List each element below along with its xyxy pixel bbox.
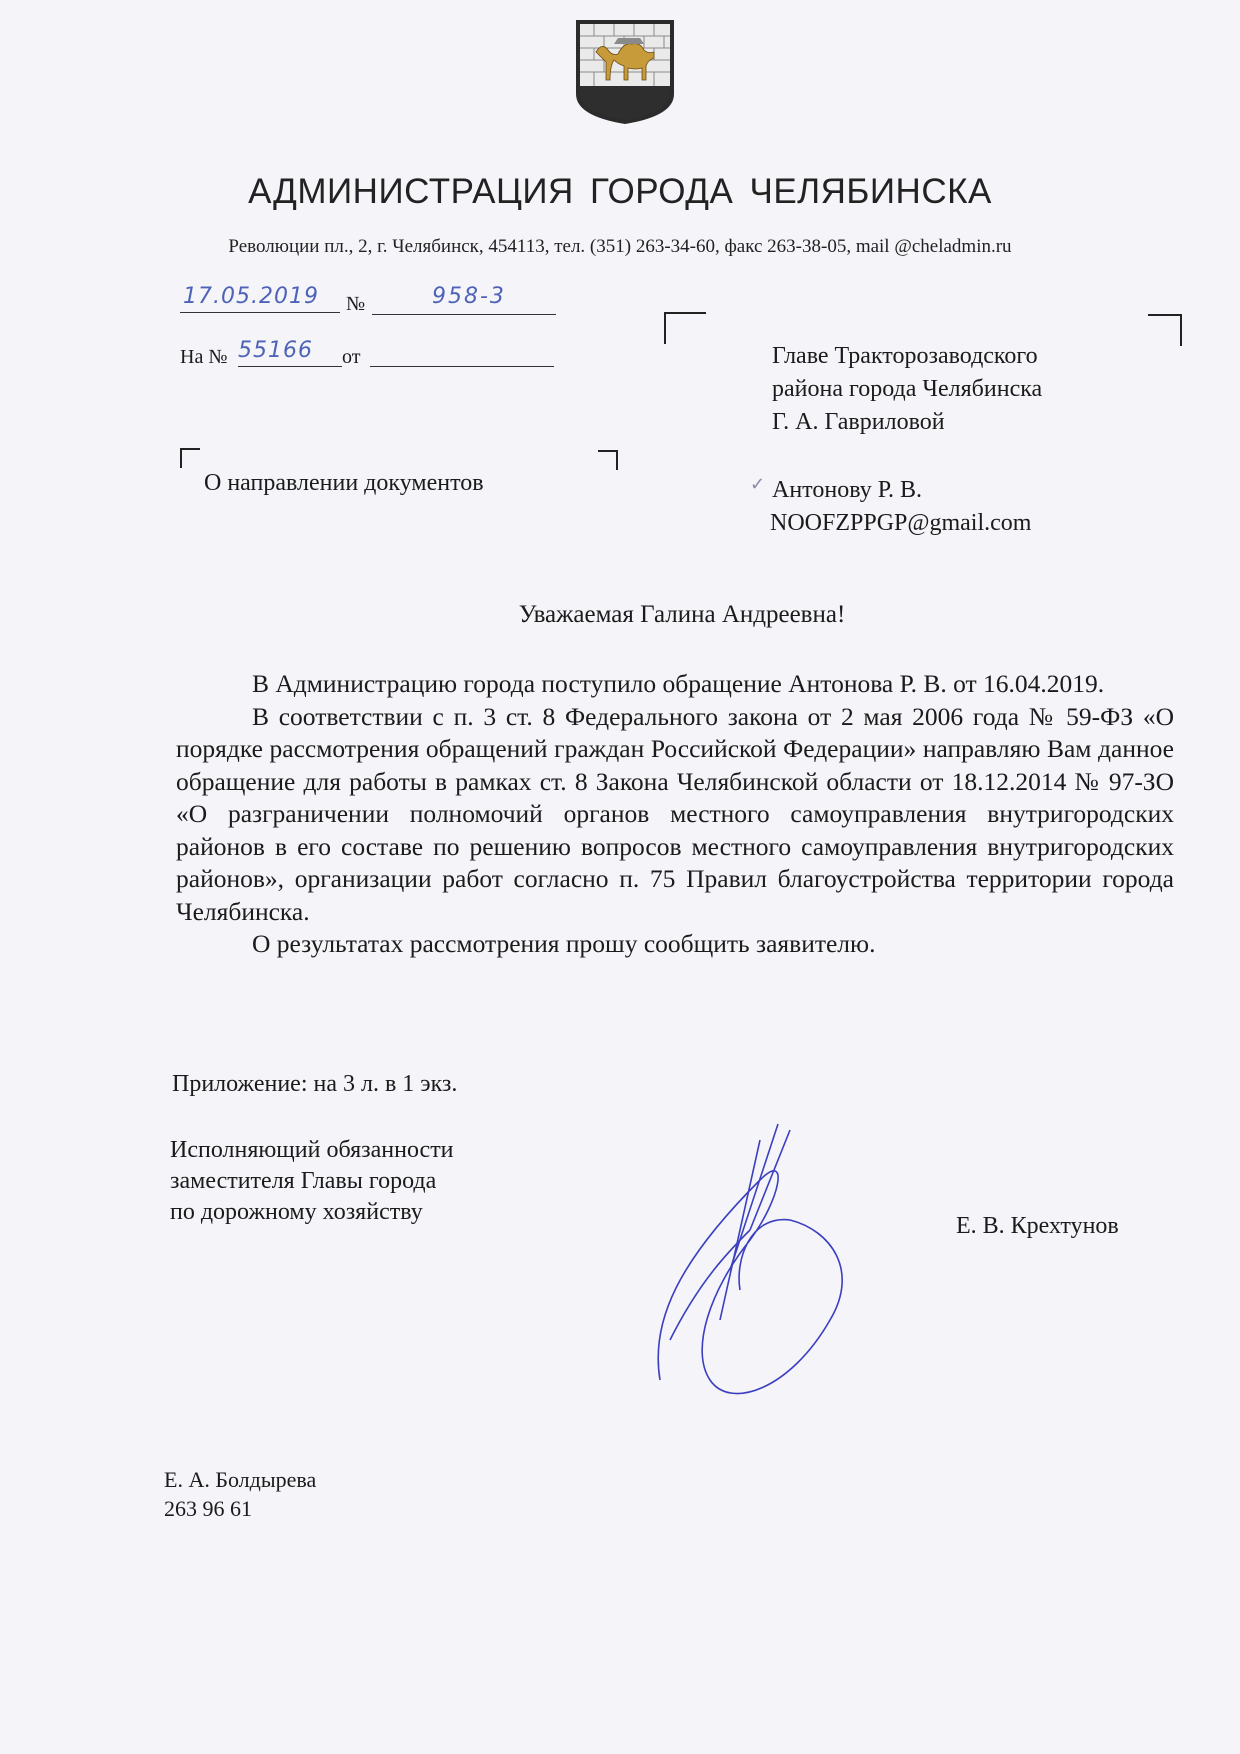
body-paragraph-2: В соответствии с п. 3 ст. 8 Федерального закона от 2 мая 2006 года № 59-ФЗ «О порядке рассмотрения обращений граждан Российской Федерации» направляю Вам данное обращение для работы в рамках ст. 8 Закона Челябинской области от 18.12.2014 № 97-ЗО «О разграничении полномочий органов местного самоуправления внутригородских районов в его составе по решению вопросов местного самоуправления внутригородских районов», организации работ согласно п. 75 Правил благоустройства территории города Челябинска. bbox=[176, 701, 1174, 926]
recipient-line-3: Г. А. Гавриловой bbox=[772, 409, 945, 435]
ref-number-underline bbox=[238, 366, 342, 367]
recipient-bracket-right bbox=[1148, 314, 1182, 346]
recipient-bracket-left bbox=[664, 312, 706, 344]
subject-bracket-left bbox=[180, 448, 200, 468]
letter-body bbox=[176, 668, 1174, 961]
organization-name: АДМИНИСТРАЦИЯ ГОРОДА ЧЕЛЯБИНСКА bbox=[248, 172, 992, 211]
number-handwritten: 958-3 bbox=[432, 284, 506, 309]
number-label: № bbox=[346, 293, 366, 315]
date-handwritten: 17.05.2019 bbox=[183, 284, 319, 309]
signature-mark bbox=[640, 1120, 880, 1400]
number-underline bbox=[372, 314, 556, 315]
recipient-line-2: района города Челябинска bbox=[772, 376, 1043, 402]
ref-number-handwritten: 55166 bbox=[238, 338, 313, 363]
subject-line: О направлении документов bbox=[204, 470, 484, 496]
recipient-line-1: Главе Тракторозаводского bbox=[772, 343, 1038, 369]
signatory-name: Е. В. Крехтунов bbox=[956, 1213, 1119, 1239]
ref-from-underline bbox=[370, 366, 554, 367]
signatory-title-1: Исполняющий обязанности bbox=[170, 1137, 454, 1163]
cc-recipient-email: NOOFZPPGP@gmail.com bbox=[770, 510, 1032, 536]
checkmark-icon: ✓ bbox=[750, 474, 766, 494]
subject-bracket-right bbox=[598, 450, 618, 470]
organization-address: Революции пл., 2, г. Челябинск, 454113, тел. (351) 263-34-60, факс 263-38-05, mail @cheladmin.ru bbox=[228, 236, 1012, 257]
ref-number-label: На № bbox=[180, 346, 228, 368]
attachment-note: Приложение: на 3 л. в 1 экз. bbox=[172, 1071, 458, 1097]
executor-phone: 263 96 61 bbox=[164, 1496, 252, 1521]
body-paragraph-3: О результатах рассмотрения прошу сообщить заявителю. bbox=[252, 929, 876, 958]
signatory-title-2: заместителя Главы города bbox=[170, 1168, 437, 1194]
city-coat-of-arms bbox=[574, 16, 676, 126]
executor-name: Е. А. Болдырева bbox=[164, 1467, 317, 1492]
body-paragraph-1: В Администрацию города поступило обращение Антонова Р. В. от 16.04.2019. bbox=[252, 669, 1105, 698]
cc-recipient-name: Антонову Р. В. bbox=[772, 477, 923, 503]
salutation: Уважаемая Галина Андреевна! bbox=[518, 601, 846, 628]
ref-from-label: от bbox=[342, 346, 361, 368]
signatory-title-3: по дорожному хозяйству bbox=[170, 1199, 423, 1225]
date-underline bbox=[180, 312, 340, 313]
